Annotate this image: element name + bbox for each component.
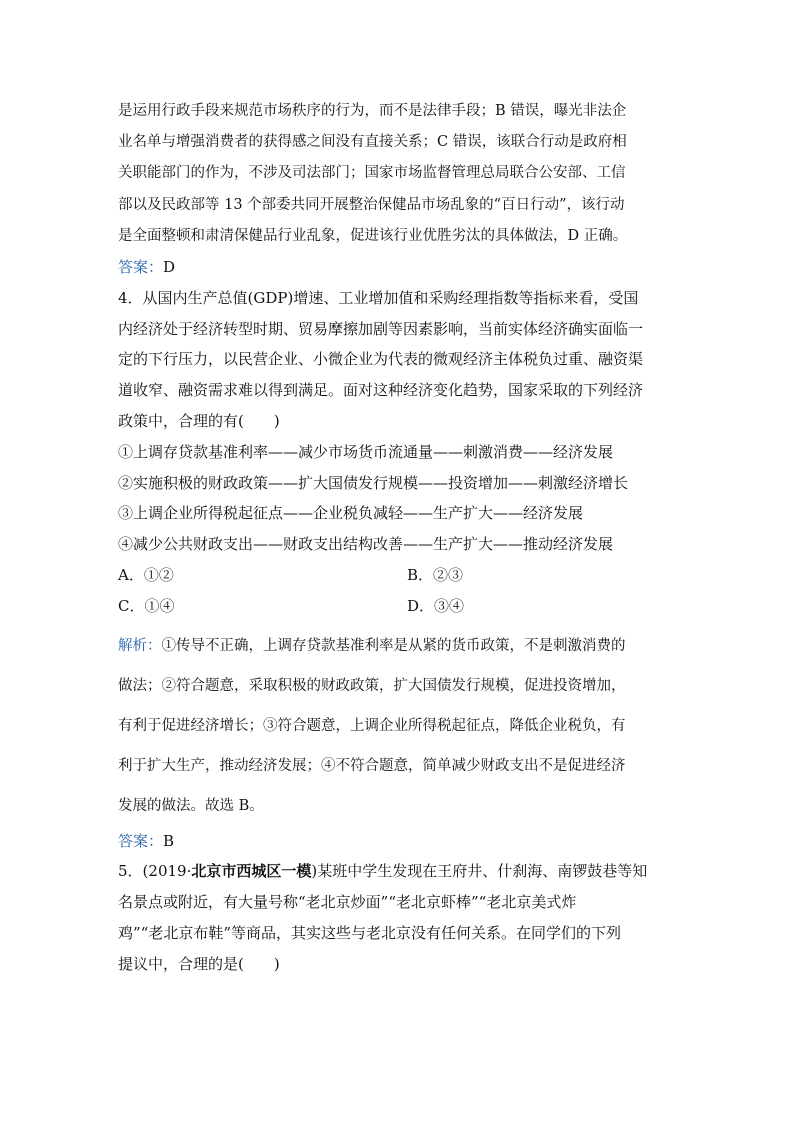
answer-label: 答案： — [118, 831, 164, 850]
option-a: A．①② — [118, 565, 174, 584]
explanation-label: 解析： — [118, 637, 162, 654]
question-line: 名景点或附近，有大量号称“老北京炒面”“老北京虾棒”“老北京美式炸 — [118, 893, 577, 912]
prev-explanation — [118, 96, 678, 252]
explanation-line: 有利于促进经济增长；③符合题意，上调企业所得税起征点，降低企业税负，有 — [118, 717, 626, 734]
question-text: )某班中学生发现在王府井、什刹海、南锣鼓巷等知 — [311, 862, 648, 881]
question-5 — [118, 856, 678, 979]
question-line: 内经济处于经济转型时期、贸易摩擦加剧等因素影响，当前实体经济确实面临一 — [118, 319, 644, 338]
question-line: 4．从国内生产总值(GDP)增速、工业增加值和采购经理指数等指标来看，受国 — [118, 288, 639, 307]
answer-value: B — [163, 831, 175, 850]
option-b: B．②③ — [407, 565, 464, 584]
explanation-line: 部以及民政部等 13 个部委共同开展整治保健品市场乱象的“百日行动”，该行动 — [118, 196, 625, 213]
explanation-line: 是运用行政手段来规范市场秩序的行为，而不是法律手段；B 错误，曝光非法企 — [118, 103, 627, 119]
explanation-line: 业名单与增强消费者的获得感之间没有直接关系；C 错误，该联合行动是政府相 — [118, 134, 627, 151]
question-line: 定的下行压力，以民营企业、小微企业为代表的微观经济主体税负过重、融资渠 — [118, 350, 644, 369]
question-line: 道收窄、融资需求难以得到满足。面对这种经济变化趋势，国家采取的下列经济 — [118, 381, 644, 400]
explanation-line: 发展的做法。故选 B。 — [118, 797, 264, 814]
question-4-answer — [118, 826, 678, 857]
statement-item-2: ②实施积极的财政政策——扩大国债发行规模——投资增加——刺激经济增长 — [118, 473, 629, 492]
explanation-line: 是全面整顿和肃清保健品行业乱象，促进该行业优胜劣汰的具体做法，D 正确。 — [118, 227, 628, 244]
explanation-line: 关职能部门的作为，不涉及司法部门；国家市场监督管理总局联合公安部、工信 — [118, 165, 626, 182]
question-number: 5．(2019· — [118, 862, 192, 881]
question-line: 提议中，合理的是( ) — [118, 954, 280, 973]
statement-item-3: ③上调企业所得税起征点——企业税负减轻——生产扩大——经济发展 — [118, 504, 584, 523]
statement-item-4: ④减少公共财政支出——财政支出结构改善——生产扩大——推动经济发展 — [118, 535, 614, 554]
option-d: D．③④ — [407, 596, 465, 615]
answer-label: 答案： — [118, 257, 164, 276]
question-line — [118, 856, 678, 887]
document-page — [118, 96, 678, 979]
question-source: 北京市西城区一模 — [191, 862, 312, 881]
answer-value: D — [163, 257, 176, 276]
question-line: 鸡”“老北京布鞋”等商品，其实这些与老北京没有任何关系。在同学们的下列 — [118, 923, 622, 942]
options-row-2 — [118, 591, 678, 622]
statement-item-1: ①上调存贷款基准利率——减少市场货币流通量——刺激消费——经济发展 — [118, 442, 614, 461]
prev-answer — [118, 252, 678, 283]
question-line: 政策中，合理的有( ) — [118, 411, 280, 430]
question-4-explanation — [118, 626, 678, 826]
option-c: C．①④ — [118, 596, 175, 615]
explanation-line: 利于扩大生产，推动经济发展；④不符合题意，简单减少财政支出不是促进经济 — [118, 757, 626, 774]
explanation-line — [118, 626, 678, 666]
options-row-1 — [118, 560, 678, 591]
explanation-line: 做法；②符合题意，采取积极的财政政策，扩大国债发行规模，促进投资增加， — [118, 677, 626, 694]
explanation-text: ①传导不正确，上调存贷款基准利率是从紧的货币政策，不是刺激消费的 — [161, 637, 626, 654]
question-4 — [118, 283, 678, 857]
